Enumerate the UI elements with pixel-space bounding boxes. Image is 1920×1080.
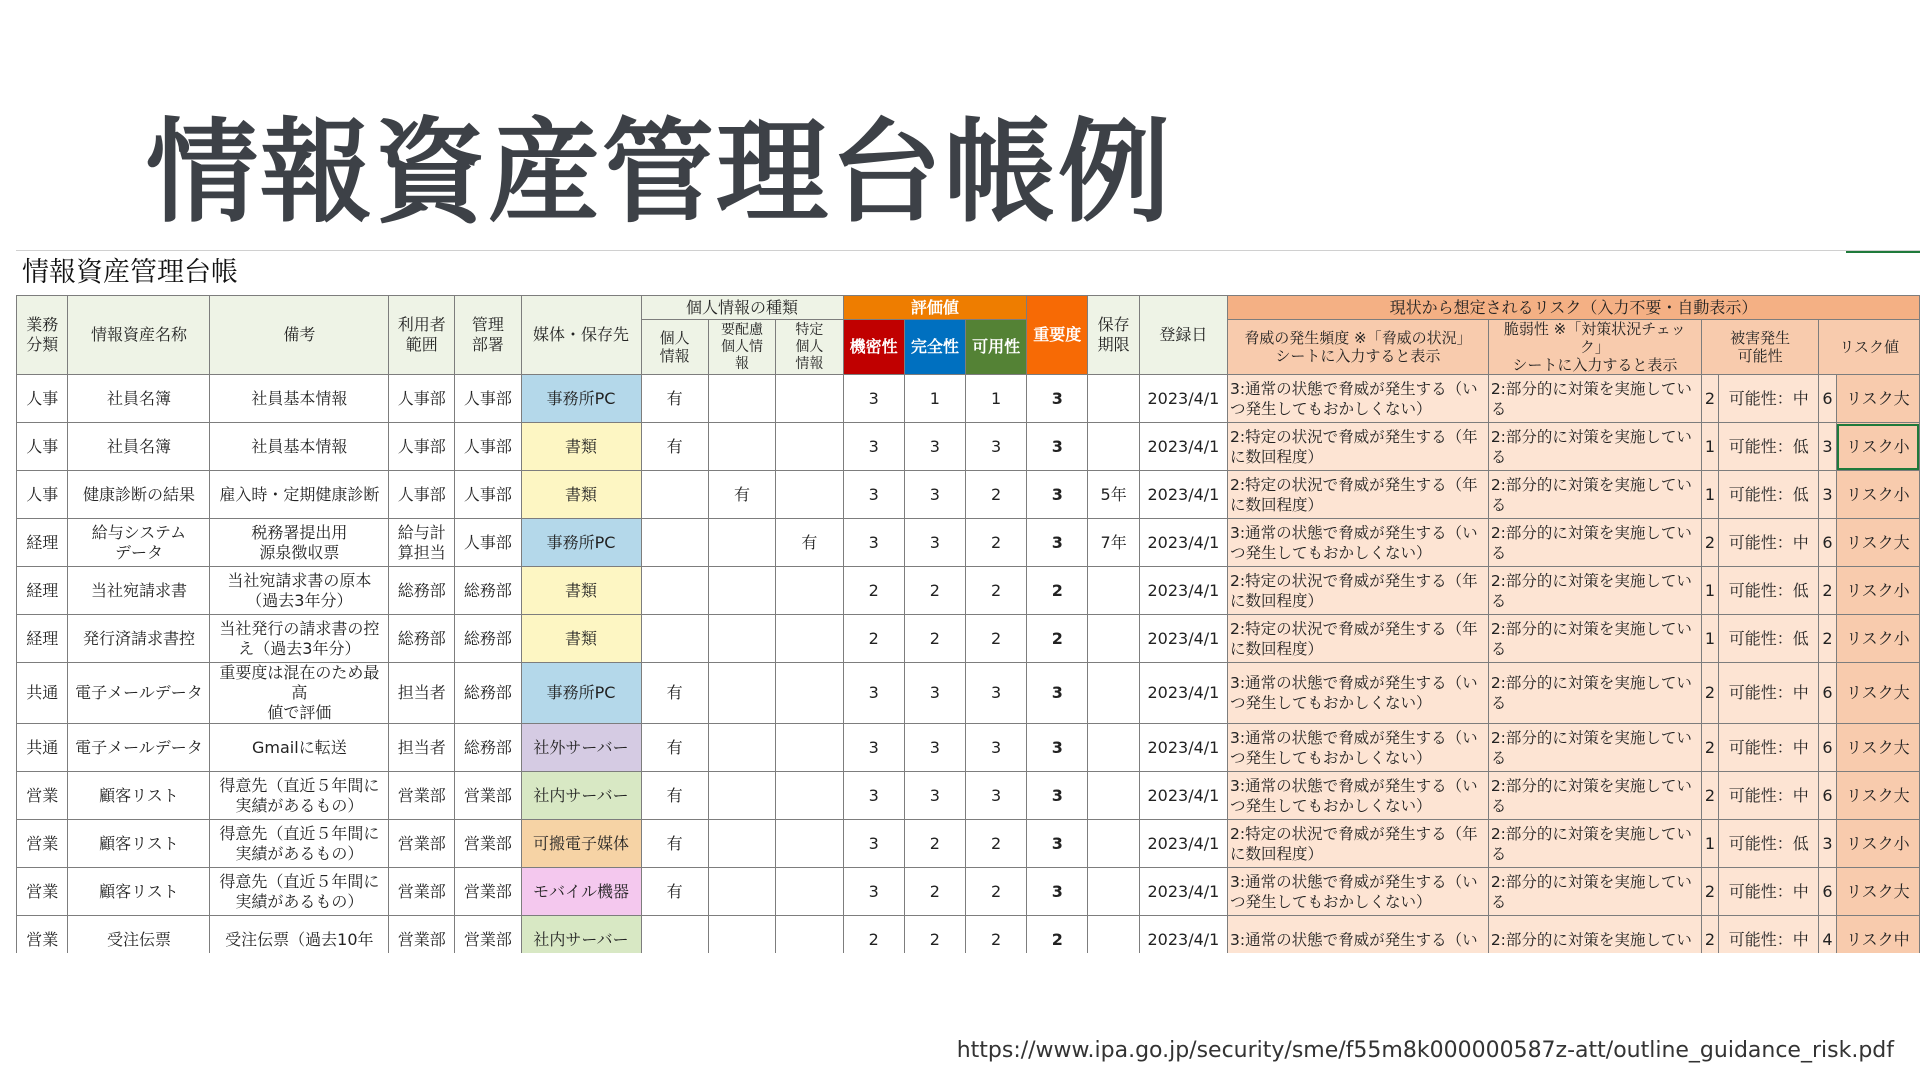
cell-threat-frequency[interactable]: 3:通常の状態で脅威が発生する（いつ発生してもおかしくない） <box>1228 724 1489 772</box>
cell-specific-info[interactable] <box>776 772 843 820</box>
cell-risk-number[interactable]: 3 <box>1819 423 1836 471</box>
cell-remarks[interactable]: 得意先（直近５年間に 実績があるもの） <box>210 868 389 916</box>
cell-retention[interactable] <box>1088 375 1139 423</box>
cell-asset-name[interactable]: 受注伝票 <box>68 916 210 954</box>
cell-remarks[interactable]: 税務署提出用 源泉徴収票 <box>210 519 389 567</box>
cell-threat-frequency[interactable]: 3:通常の状態で脅威が発生する（いつ発生してもおかしくない） <box>1228 772 1489 820</box>
cell-media[interactable]: 書類 <box>521 615 641 663</box>
cell-user-scope[interactable]: 担当者 <box>389 724 455 772</box>
cell-manager-dept[interactable]: 営業部 <box>455 868 521 916</box>
table-row <box>17 820 1920 868</box>
header-manager-dept[interactable]: 管理 部署 <box>455 296 521 375</box>
header-confidentiality[interactable]: 機密性 <box>843 320 904 375</box>
cell-threat-frequency[interactable]: 3:通常の状態で脅威が発生する（いつ発生してもおかしくない） <box>1228 519 1489 567</box>
table-row <box>17 724 1920 772</box>
cell-vulnerability[interactable]: 2:部分的に対策を実施している <box>1488 423 1701 471</box>
cell-importance[interactable]: 2 <box>1027 567 1088 615</box>
cell-risk-value[interactable]: リスク小 <box>1836 471 1919 519</box>
cell-retention[interactable] <box>1088 615 1139 663</box>
cell-damage-possibility[interactable]: 可能性：中 <box>1719 772 1819 820</box>
cell-threat-frequency[interactable]: 2:特定の状況で脅威が発生する（年に数回程度） <box>1228 820 1489 868</box>
cell-threat-frequency[interactable]: 2:特定の状況で脅威が発生する（年に数回程度） <box>1228 615 1489 663</box>
cell-risk-value[interactable]: リスク大 <box>1836 375 1919 423</box>
cell-confidentiality[interactable]: 3 <box>843 375 904 423</box>
cell-integrity[interactable]: 3 <box>904 663 965 724</box>
cell-sensitive-info[interactable] <box>708 916 775 954</box>
cell-sensitive-info[interactable] <box>708 567 775 615</box>
cell-integrity[interactable]: 3 <box>904 471 965 519</box>
cell-threat-frequency[interactable]: 2:特定の状況で脅威が発生する（年に数回程度） <box>1228 423 1489 471</box>
cell-media[interactable]: 事務所PC <box>521 519 641 567</box>
cell-manager-dept[interactable]: 総務部 <box>455 663 521 724</box>
cell-integrity[interactable]: 2 <box>904 615 965 663</box>
cell-damage-level[interactable]: 2 <box>1701 916 1718 954</box>
cell-integrity[interactable]: 2 <box>904 820 965 868</box>
cell-risk-value[interactable]: リスク中 <box>1836 916 1919 954</box>
cell-threat-frequency[interactable]: 3:通常の状態で脅威が発生する（いつ発生してもおかしくない） <box>1228 663 1489 724</box>
cell-damage-possibility[interactable]: 可能性：中 <box>1719 868 1819 916</box>
cell-damage-possibility[interactable]: 可能性：中 <box>1719 663 1819 724</box>
cell-category[interactable]: 人事 <box>17 375 68 423</box>
header-personal-info-group[interactable]: 個人情報の種類 <box>641 296 843 320</box>
cell-confidentiality[interactable]: 3 <box>843 519 904 567</box>
cell-damage-possibility[interactable]: 可能性：中 <box>1719 724 1819 772</box>
cell-personal-info[interactable]: 有 <box>641 772 708 820</box>
cell-category[interactable]: 営業 <box>17 916 68 954</box>
cell-availability[interactable]: 2 <box>965 868 1026 916</box>
cell-specific-info[interactable] <box>776 567 843 615</box>
cell-risk-number[interactable]: 6 <box>1819 663 1836 724</box>
cell-specific-info[interactable] <box>776 615 843 663</box>
cell-remarks[interactable]: 当社宛請求書の原本 （過去3年分） <box>210 567 389 615</box>
cell-importance[interactable]: 3 <box>1027 519 1088 567</box>
cell-integrity[interactable]: 1 <box>904 375 965 423</box>
cell-integrity[interactable]: 3 <box>904 772 965 820</box>
cell-sensitive-info[interactable] <box>708 423 775 471</box>
cell-remarks[interactable]: Gmailに転送 <box>210 724 389 772</box>
cell-sensitive-info[interactable] <box>708 820 775 868</box>
cell-importance[interactable]: 3 <box>1027 772 1088 820</box>
cell-media[interactable]: 書類 <box>521 567 641 615</box>
cell-threat-frequency[interactable]: 2:特定の状況で脅威が発生する（年に数回程度） <box>1228 567 1489 615</box>
cell-manager-dept[interactable]: 営業部 <box>455 916 521 954</box>
asset-ledger-table <box>16 295 1920 953</box>
cell-integrity[interactable]: 2 <box>904 868 965 916</box>
header-registered[interactable]: 登録日 <box>1139 296 1227 375</box>
cell-threat-frequency[interactable]: 3:通常の状態で脅威が発生する（いつ発生してもおかしくない） <box>1228 868 1489 916</box>
cell-risk-value[interactable]: リスク小 <box>1836 615 1919 663</box>
cell-media[interactable]: 書類 <box>521 423 641 471</box>
cell-manager-dept[interactable]: 総務部 <box>455 567 521 615</box>
cell-availability[interactable]: 3 <box>965 663 1026 724</box>
cell-sensitive-info[interactable] <box>708 519 775 567</box>
cell-threat-frequency[interactable]: 3:通常の状態で脅威が発生する（いつ発生してもおかしくない） <box>1228 375 1489 423</box>
cell-specific-info[interactable] <box>776 423 843 471</box>
cell-user-scope[interactable]: 担当者 <box>389 663 455 724</box>
cell-confidentiality[interactable]: 3 <box>843 724 904 772</box>
cell-personal-info[interactable] <box>641 471 708 519</box>
table-row <box>17 663 1920 724</box>
cell-media[interactable]: 社内サーバー <box>521 772 641 820</box>
cell-sensitive-info[interactable] <box>708 772 775 820</box>
cell-retention[interactable] <box>1088 820 1139 868</box>
cell-remarks[interactable]: 社員基本情報 <box>210 423 389 471</box>
cell-asset-name[interactable]: 電子メールデータ <box>68 724 210 772</box>
cell-asset-name[interactable]: 健康診断の結果 <box>68 471 210 519</box>
cell-sensitive-info[interactable]: 有 <box>708 471 775 519</box>
cell-personal-info[interactable]: 有 <box>641 663 708 724</box>
cell-specific-info[interactable] <box>776 724 843 772</box>
cell-sensitive-info[interactable] <box>708 615 775 663</box>
cell-damage-possibility[interactable]: 可能性：中 <box>1719 519 1819 567</box>
cell-media[interactable]: 事務所PC <box>521 375 641 423</box>
table-row <box>17 772 1920 820</box>
cell-threat-frequency[interactable]: 2:特定の状況で脅威が発生する（年に数回程度） <box>1228 471 1489 519</box>
cell-personal-info[interactable]: 有 <box>641 820 708 868</box>
cell-confidentiality[interactable]: 3 <box>843 868 904 916</box>
cell-manager-dept[interactable]: 営業部 <box>455 772 521 820</box>
cell-risk-value[interactable]: リスク小 <box>1836 423 1919 471</box>
cell-personal-info[interactable] <box>641 519 708 567</box>
cell-risk-number[interactable]: 3 <box>1819 820 1836 868</box>
cell-specific-info[interactable]: 有 <box>776 519 843 567</box>
header-specific-info[interactable]: 特定 個人 情報 <box>776 320 843 375</box>
cell-vulnerability[interactable]: 2:部分的に対策を実施している <box>1488 663 1701 724</box>
cell-media[interactable]: 社外サーバー <box>521 724 641 772</box>
cell-remarks[interactable]: 雇入時・定期健康診断 <box>210 471 389 519</box>
cell-retention[interactable] <box>1088 916 1139 954</box>
cell-user-scope[interactable]: 人事部 <box>389 423 455 471</box>
cell-specific-info[interactable] <box>776 375 843 423</box>
cell-damage-possibility[interactable]: 可能性：低 <box>1719 567 1819 615</box>
cell-asset-name[interactable]: 顧客リスト <box>68 868 210 916</box>
header-damage-possibility[interactable]: 被害発生 可能性 <box>1701 320 1819 375</box>
cell-manager-dept[interactable]: 人事部 <box>455 423 521 471</box>
cell-manager-dept[interactable]: 人事部 <box>455 471 521 519</box>
cell-sensitive-info[interactable] <box>708 663 775 724</box>
cell-registered[interactable]: 2023/4/1 <box>1139 519 1227 567</box>
cell-damage-level[interactable]: 1 <box>1701 423 1718 471</box>
cell-media[interactable]: 書類 <box>521 471 641 519</box>
cell-remarks[interactable]: 重要度は混在のため最高 値で評価 <box>210 663 389 724</box>
header-risk-value[interactable]: リスク値 <box>1819 320 1920 375</box>
cell-vulnerability[interactable]: 2:部分的に対策を実施している <box>1488 724 1701 772</box>
header-personal-info[interactable]: 個人 情報 <box>641 320 708 375</box>
cell-risk-value[interactable]: リスク大 <box>1836 772 1919 820</box>
cell-user-scope[interactable]: 人事部 <box>389 471 455 519</box>
cell-user-scope[interactable]: 営業部 <box>389 916 455 954</box>
cell-manager-dept[interactable]: 総務部 <box>455 724 521 772</box>
spreadsheet <box>16 250 1920 953</box>
header-remarks[interactable]: 備考 <box>210 296 389 375</box>
cell-confidentiality[interactable]: 3 <box>843 820 904 868</box>
header-threat-frequency[interactable]: 脅威の発生頻度 ※「脅威の状況」 シートに入力すると表示 <box>1228 320 1489 375</box>
cell-risk-value[interactable]: リスク大 <box>1836 519 1919 567</box>
cell-risk-value[interactable]: リスク小 <box>1836 567 1919 615</box>
cell-user-scope[interactable]: 営業部 <box>389 868 455 916</box>
cell-asset-name[interactable]: 社員名簿 <box>68 423 210 471</box>
cell-media[interactable]: 事務所PC <box>521 663 641 724</box>
cell-importance[interactable]: 3 <box>1027 724 1088 772</box>
cell-registered[interactable]: 2023/4/1 <box>1139 423 1227 471</box>
cell-availability[interactable]: 2 <box>965 519 1026 567</box>
cell-risk-number[interactable]: 6 <box>1819 519 1836 567</box>
header-availability[interactable]: 可用性 <box>965 320 1026 375</box>
header-risk-group[interactable]: 現状から想定されるリスク（入力不要・自動表示） <box>1228 296 1920 320</box>
header-integrity[interactable]: 完全性 <box>904 320 965 375</box>
cell-risk-value[interactable]: リスク小 <box>1836 820 1919 868</box>
cell-vulnerability[interactable]: 2:部分的に対策を実施している <box>1488 772 1701 820</box>
cell-personal-info[interactable] <box>641 567 708 615</box>
cell-personal-info[interactable] <box>641 916 708 954</box>
cell-asset-name[interactable]: 給与システム データ <box>68 519 210 567</box>
cell-risk-value[interactable]: リスク大 <box>1836 663 1919 724</box>
cell-risk-number[interactable]: 3 <box>1819 471 1836 519</box>
cell-registered[interactable]: 2023/4/1 <box>1139 615 1227 663</box>
cell-user-scope[interactable]: 総務部 <box>389 567 455 615</box>
cell-damage-level[interactable]: 2 <box>1701 375 1718 423</box>
cell-vulnerability[interactable]: 2:部分的に対策を実施してい <box>1488 916 1701 954</box>
cell-user-scope[interactable]: 給与計 算担当 <box>389 519 455 567</box>
cell-availability[interactable]: 3 <box>965 772 1026 820</box>
cell-sensitive-info[interactable] <box>708 868 775 916</box>
selection-indicator <box>1846 251 1920 253</box>
cell-retention[interactable]: 7年 <box>1088 519 1139 567</box>
cell-risk-number[interactable]: 6 <box>1819 375 1836 423</box>
cell-importance[interactable]: 3 <box>1027 663 1088 724</box>
cell-damage-level[interactable]: 1 <box>1701 567 1718 615</box>
cell-vulnerability[interactable]: 2:部分的に対策を実施している <box>1488 567 1701 615</box>
cell-category[interactable]: 経理 <box>17 519 68 567</box>
cell-remarks[interactable]: 社員基本情報 <box>210 375 389 423</box>
cell-sensitive-info[interactable] <box>708 724 775 772</box>
cell-risk-number[interactable]: 6 <box>1819 868 1836 916</box>
cell-asset-name[interactable]: 発行済請求書控 <box>68 615 210 663</box>
cell-damage-level[interactable]: 1 <box>1701 615 1718 663</box>
cell-availability[interactable]: 3 <box>965 724 1026 772</box>
cell-damage-level[interactable]: 2 <box>1701 868 1718 916</box>
cell-damage-possibility[interactable]: 可能性：低 <box>1719 471 1819 519</box>
cell-risk-value[interactable]: リスク大 <box>1836 724 1919 772</box>
cell-risk-value[interactable]: リスク大 <box>1836 868 1919 916</box>
cell-asset-name[interactable]: 顧客リスト <box>68 772 210 820</box>
cell-confidentiality[interactable]: 3 <box>843 423 904 471</box>
header-retention[interactable]: 保存 期限 <box>1088 296 1139 375</box>
cell-registered[interactable]: 2023/4/1 <box>1139 868 1227 916</box>
cell-registered[interactable]: 2023/4/1 <box>1139 375 1227 423</box>
cell-user-scope[interactable]: 営業部 <box>389 772 455 820</box>
cell-registered[interactable]: 2023/4/1 <box>1139 772 1227 820</box>
cell-availability[interactable]: 2 <box>965 820 1026 868</box>
cell-damage-possibility[interactable]: 可能性：中 <box>1719 916 1819 954</box>
cell-category[interactable]: 人事 <box>17 471 68 519</box>
sheet-title[interactable]: 情報資産管理台帳 <box>22 257 238 288</box>
cell-remarks[interactable]: 当社発行の請求書の控 え（過去3年分） <box>210 615 389 663</box>
cell-importance[interactable]: 3 <box>1027 820 1088 868</box>
cell-risk-number[interactable]: 6 <box>1819 772 1836 820</box>
cell-confidentiality[interactable]: 3 <box>843 772 904 820</box>
cell-damage-possibility[interactable]: 可能性：中 <box>1719 375 1819 423</box>
cell-risk-number[interactable]: 6 <box>1819 724 1836 772</box>
cell-risk-number[interactable]: 2 <box>1819 615 1836 663</box>
cell-category[interactable]: 人事 <box>17 423 68 471</box>
cell-integrity[interactable]: 3 <box>904 724 965 772</box>
cell-category[interactable]: 営業 <box>17 868 68 916</box>
cell-integrity[interactable]: 3 <box>904 423 965 471</box>
cell-vulnerability[interactable]: 2:部分的に対策を実施している <box>1488 519 1701 567</box>
cell-personal-info[interactable]: 有 <box>641 375 708 423</box>
cell-confidentiality[interactable]: 2 <box>843 615 904 663</box>
cell-registered[interactable]: 2023/4/1 <box>1139 471 1227 519</box>
cell-risk-number[interactable]: 4 <box>1819 916 1836 954</box>
cell-damage-possibility[interactable]: 可能性：低 <box>1719 423 1819 471</box>
cell-importance[interactable]: 3 <box>1027 375 1088 423</box>
cell-retention[interactable] <box>1088 868 1139 916</box>
cell-retention[interactable] <box>1088 567 1139 615</box>
cell-confidentiality[interactable]: 2 <box>843 916 904 954</box>
cell-sensitive-info[interactable] <box>708 375 775 423</box>
cell-remarks[interactable]: 受注伝票（過去10年 <box>210 916 389 954</box>
cell-importance[interactable]: 2 <box>1027 916 1088 954</box>
cell-category[interactable]: 経理 <box>17 615 68 663</box>
table-row <box>17 471 1920 519</box>
source-url: https://www.ipa.go.jp/security/sme/f55m8k000000587z-att/outline_guidance_risk.pdf <box>956 1038 1894 1063</box>
cell-media[interactable]: 可搬電子媒体 <box>521 820 641 868</box>
cell-registered[interactable]: 2023/4/1 <box>1139 567 1227 615</box>
header-vulnerability[interactable]: 脆弱性 ※「対策状況チェック」 シートに入力すると表示 <box>1488 320 1701 375</box>
cell-user-scope[interactable]: 営業部 <box>389 820 455 868</box>
cell-integrity[interactable]: 2 <box>904 916 965 954</box>
cell-vulnerability[interactable]: 2:部分的に対策を実施している <box>1488 615 1701 663</box>
cell-damage-level[interactable]: 1 <box>1701 471 1718 519</box>
cell-registered[interactable]: 2023/4/1 <box>1139 724 1227 772</box>
cell-specific-info[interactable] <box>776 820 843 868</box>
cell-manager-dept[interactable]: 人事部 <box>455 375 521 423</box>
header-asset-name[interactable]: 情報資産名称 <box>68 296 210 375</box>
cell-asset-name[interactable]: 社員名簿 <box>68 375 210 423</box>
table-row <box>17 868 1920 916</box>
cell-availability[interactable]: 2 <box>965 471 1026 519</box>
cell-registered[interactable]: 2023/4/1 <box>1139 916 1227 954</box>
cell-personal-info[interactable]: 有 <box>641 868 708 916</box>
cell-retention[interactable] <box>1088 772 1139 820</box>
cell-integrity[interactable]: 2 <box>904 567 965 615</box>
header-evaluation-group[interactable]: 評価値 <box>843 296 1027 320</box>
header-sensitive-info[interactable]: 要配慮 個人情 報 <box>708 320 775 375</box>
cell-vulnerability[interactable]: 2:部分的に対策を実施している <box>1488 820 1701 868</box>
cell-retention[interactable] <box>1088 663 1139 724</box>
cell-media[interactable]: モバイル機器 <box>521 868 641 916</box>
cell-damage-possibility[interactable]: 可能性：低 <box>1719 820 1819 868</box>
cell-user-scope[interactable]: 人事部 <box>389 375 455 423</box>
cell-retention[interactable] <box>1088 724 1139 772</box>
cell-availability[interactable]: 2 <box>965 916 1026 954</box>
cell-damage-level[interactable]: 2 <box>1701 724 1718 772</box>
table-row <box>17 916 1920 954</box>
cell-user-scope[interactable]: 総務部 <box>389 615 455 663</box>
cell-asset-name[interactable]: 当社宛請求書 <box>68 567 210 615</box>
cell-asset-name[interactable]: 電子メールデータ <box>68 663 210 724</box>
cell-vulnerability[interactable]: 2:部分的に対策を実施している <box>1488 375 1701 423</box>
cell-vulnerability[interactable]: 2:部分的に対策を実施している <box>1488 868 1701 916</box>
cell-availability[interactable]: 2 <box>965 567 1026 615</box>
table-row <box>17 519 1920 567</box>
cell-availability[interactable]: 2 <box>965 615 1026 663</box>
cell-category[interactable]: 営業 <box>17 772 68 820</box>
cell-threat-frequency[interactable]: 3:通常の状態で脅威が発生する（い <box>1228 916 1489 954</box>
cell-damage-level[interactable]: 2 <box>1701 772 1718 820</box>
cell-availability[interactable]: 1 <box>965 375 1026 423</box>
cell-integrity[interactable]: 3 <box>904 519 965 567</box>
cell-damage-level[interactable]: 2 <box>1701 663 1718 724</box>
cell-category[interactable]: 共通 <box>17 724 68 772</box>
cell-risk-number[interactable]: 2 <box>1819 567 1836 615</box>
cell-personal-info[interactable]: 有 <box>641 423 708 471</box>
cell-specific-info[interactable] <box>776 916 843 954</box>
header-category[interactable]: 業務 分類 <box>17 296 68 375</box>
cell-confidentiality[interactable]: 3 <box>843 471 904 519</box>
cell-registered[interactable]: 2023/4/1 <box>1139 663 1227 724</box>
cell-manager-dept[interactable]: 総務部 <box>455 615 521 663</box>
cell-confidentiality[interactable]: 3 <box>843 663 904 724</box>
cell-media[interactable]: 社内サーバー <box>521 916 641 954</box>
cell-confidentiality[interactable]: 2 <box>843 567 904 615</box>
table-row <box>17 615 1920 663</box>
cell-category[interactable]: 営業 <box>17 820 68 868</box>
cell-category[interactable]: 共通 <box>17 663 68 724</box>
header-user-scope[interactable]: 利用者 範囲 <box>389 296 455 375</box>
cell-damage-level[interactable]: 1 <box>1701 820 1718 868</box>
cell-importance[interactable]: 3 <box>1027 423 1088 471</box>
cell-retention[interactable] <box>1088 423 1139 471</box>
cell-damage-possibility[interactable]: 可能性：低 <box>1719 615 1819 663</box>
cell-manager-dept[interactable]: 営業部 <box>455 820 521 868</box>
cell-importance[interactable]: 3 <box>1027 471 1088 519</box>
cell-personal-info[interactable]: 有 <box>641 724 708 772</box>
cell-specific-info[interactable] <box>776 471 843 519</box>
cell-retention[interactable]: 5年 <box>1088 471 1139 519</box>
cell-personal-info[interactable] <box>641 615 708 663</box>
cell-asset-name[interactable]: 顧客リスト <box>68 820 210 868</box>
table-row <box>17 375 1920 423</box>
cell-importance[interactable]: 3 <box>1027 868 1088 916</box>
cell-damage-level[interactable]: 2 <box>1701 519 1718 567</box>
cell-remarks[interactable]: 得意先（直近５年間に 実績があるもの） <box>210 772 389 820</box>
cell-manager-dept[interactable]: 人事部 <box>455 519 521 567</box>
cell-vulnerability[interactable]: 2:部分的に対策を実施している <box>1488 471 1701 519</box>
cell-remarks[interactable]: 得意先（直近５年間に 実績があるもの） <box>210 820 389 868</box>
header-media[interactable]: 媒体・保存先 <box>521 296 641 375</box>
cell-registered[interactable]: 2023/4/1 <box>1139 820 1227 868</box>
slide-title: 情報資産管理台帳例 <box>146 108 1172 238</box>
ledger-body <box>17 375 1920 954</box>
cell-importance[interactable]: 2 <box>1027 615 1088 663</box>
cell-specific-info[interactable] <box>776 663 843 724</box>
cell-availability[interactable]: 3 <box>965 423 1026 471</box>
table-row <box>17 423 1920 471</box>
header-importance[interactable]: 重要度 <box>1027 296 1088 375</box>
cell-category[interactable]: 経理 <box>17 567 68 615</box>
table-row <box>17 567 1920 615</box>
cell-specific-info[interactable] <box>776 868 843 916</box>
